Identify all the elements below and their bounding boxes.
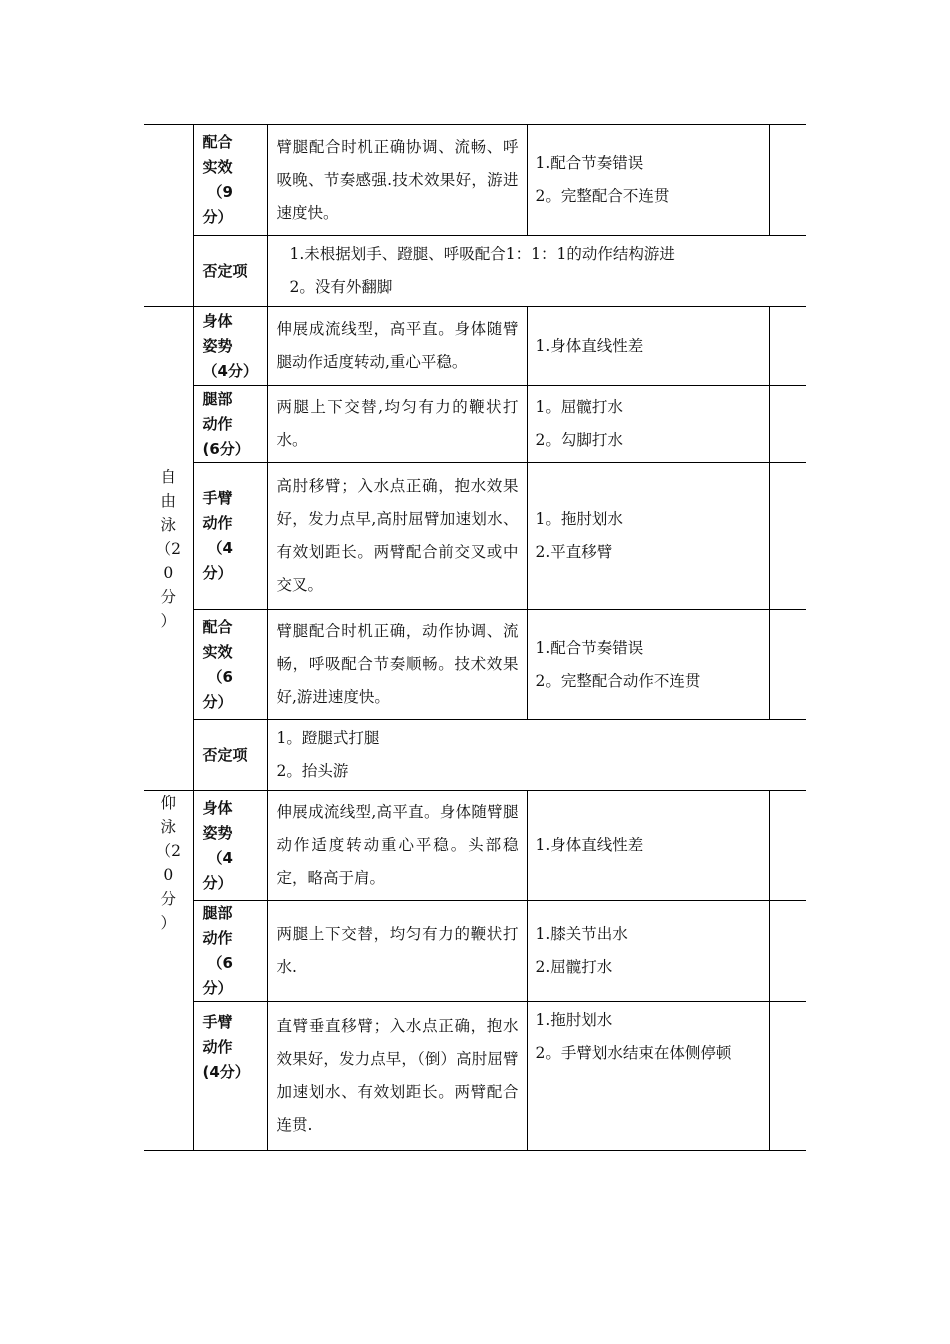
table-row bbox=[144, 386, 806, 463]
stroke-label-backstroke: 仰 泳 （2 0 分 ） bbox=[144, 791, 193, 1151]
item-cell: 手臂 动作 （4 分） bbox=[193, 463, 267, 610]
errors-cell: 1.配合节奏错误 2。完整配合不连贯 bbox=[527, 125, 769, 236]
standard-cell: 伸展成流线型,高平直。身体随臂腿动作适度转动重心平稳。头部稳定，略高于肩。 bbox=[267, 791, 527, 901]
item-cell: 否定项 bbox=[193, 720, 267, 791]
score-cell bbox=[769, 791, 806, 901]
score-cell bbox=[769, 1002, 806, 1151]
standard-cell: 伸展成流线型，高平直。身体随臂腿动作适度转动,重心平稳。 bbox=[267, 307, 527, 386]
item-cell: 配合 实效 （6 分） bbox=[193, 610, 267, 720]
errors-cell: 1.身体直线性差 bbox=[527, 791, 769, 901]
table-row bbox=[144, 463, 806, 610]
standard-cell: 直臂垂直移臂；入水点正确，抱水效果好，发力点早，（倒）高肘屈臂加速划水、有效划距长。两臂配合连贯. bbox=[267, 1002, 527, 1151]
item-cell: 手臂 动作 (4分） bbox=[193, 1002, 267, 1151]
negatives-cell: 1。蹬腿式打腿 2。抬头游 bbox=[267, 720, 806, 791]
stroke-label-freestyle: 自 由 泳 （2 0 分 ） bbox=[144, 307, 193, 791]
errors-cell: 1.配合节奏错误 2。完整配合动作不连贯 bbox=[527, 610, 769, 720]
scoring-table-wrapper bbox=[144, 124, 806, 1151]
score-cell bbox=[769, 125, 806, 236]
item-cell: 身体 姿势 （4 分） bbox=[193, 791, 267, 901]
item-cell: 身体 姿势 （4分） bbox=[193, 307, 267, 386]
table-row bbox=[144, 125, 806, 236]
table-row bbox=[144, 720, 806, 791]
standard-cell: 两腿上下交替,均匀有力的鞭状打水。 bbox=[267, 386, 527, 463]
score-cell bbox=[769, 386, 806, 463]
item-cell: 否定项 bbox=[193, 236, 267, 307]
errors-cell: 1。屈髋打水 2。勾脚打水 bbox=[527, 386, 769, 463]
standard-cell: 臂腿配合时机正确，动作协调、流畅，呼吸配合节奏顺畅。技术效果好,游进速度快。 bbox=[267, 610, 527, 720]
score-cell bbox=[769, 901, 806, 1002]
stroke-cell-empty bbox=[144, 125, 193, 307]
table-row bbox=[144, 901, 806, 1002]
table-row bbox=[144, 610, 806, 720]
score-cell bbox=[769, 463, 806, 610]
score-cell bbox=[769, 610, 806, 720]
errors-cell: 1.拖肘划水 2。手臂划水结束在体侧停顿 bbox=[527, 1002, 769, 1151]
table-row bbox=[144, 1002, 806, 1151]
table-row bbox=[144, 307, 806, 386]
scoring-table bbox=[144, 124, 806, 1151]
score-cell bbox=[769, 307, 806, 386]
table-row bbox=[144, 791, 806, 901]
standard-cell: 两腿上下交替，均匀有力的鞭状打水. bbox=[267, 901, 527, 1002]
standard-cell: 臂腿配合时机正确协调、流畅、呼吸晚、节奏感强.技术效果好，游进速度快。 bbox=[267, 125, 527, 236]
negatives-cell: 1.未根据划手、蹬腿、呼吸配合1：1：1的动作结构游进 2。没有外翻脚 bbox=[267, 236, 806, 307]
standard-cell: 高肘移臂；入水点正确，抱水效果好，发力点早,高肘屈臂加速划水、有效划距长。两臂配合前交叉或中交叉。 bbox=[267, 463, 527, 610]
errors-cell: 1。拖肘划水 2.平直移臂 bbox=[527, 463, 769, 610]
errors-cell: 1.膝关节出水 2.屈髋打水 bbox=[527, 901, 769, 1002]
errors-cell: 1.身体直线性差 bbox=[527, 307, 769, 386]
item-cell: 配合 实效 （9 分） bbox=[193, 125, 267, 236]
item-cell: 腿部 动作 （6 分） bbox=[193, 901, 267, 1002]
table-row bbox=[144, 236, 806, 307]
item-cell: 腿部 动作 (6分） bbox=[193, 386, 267, 463]
